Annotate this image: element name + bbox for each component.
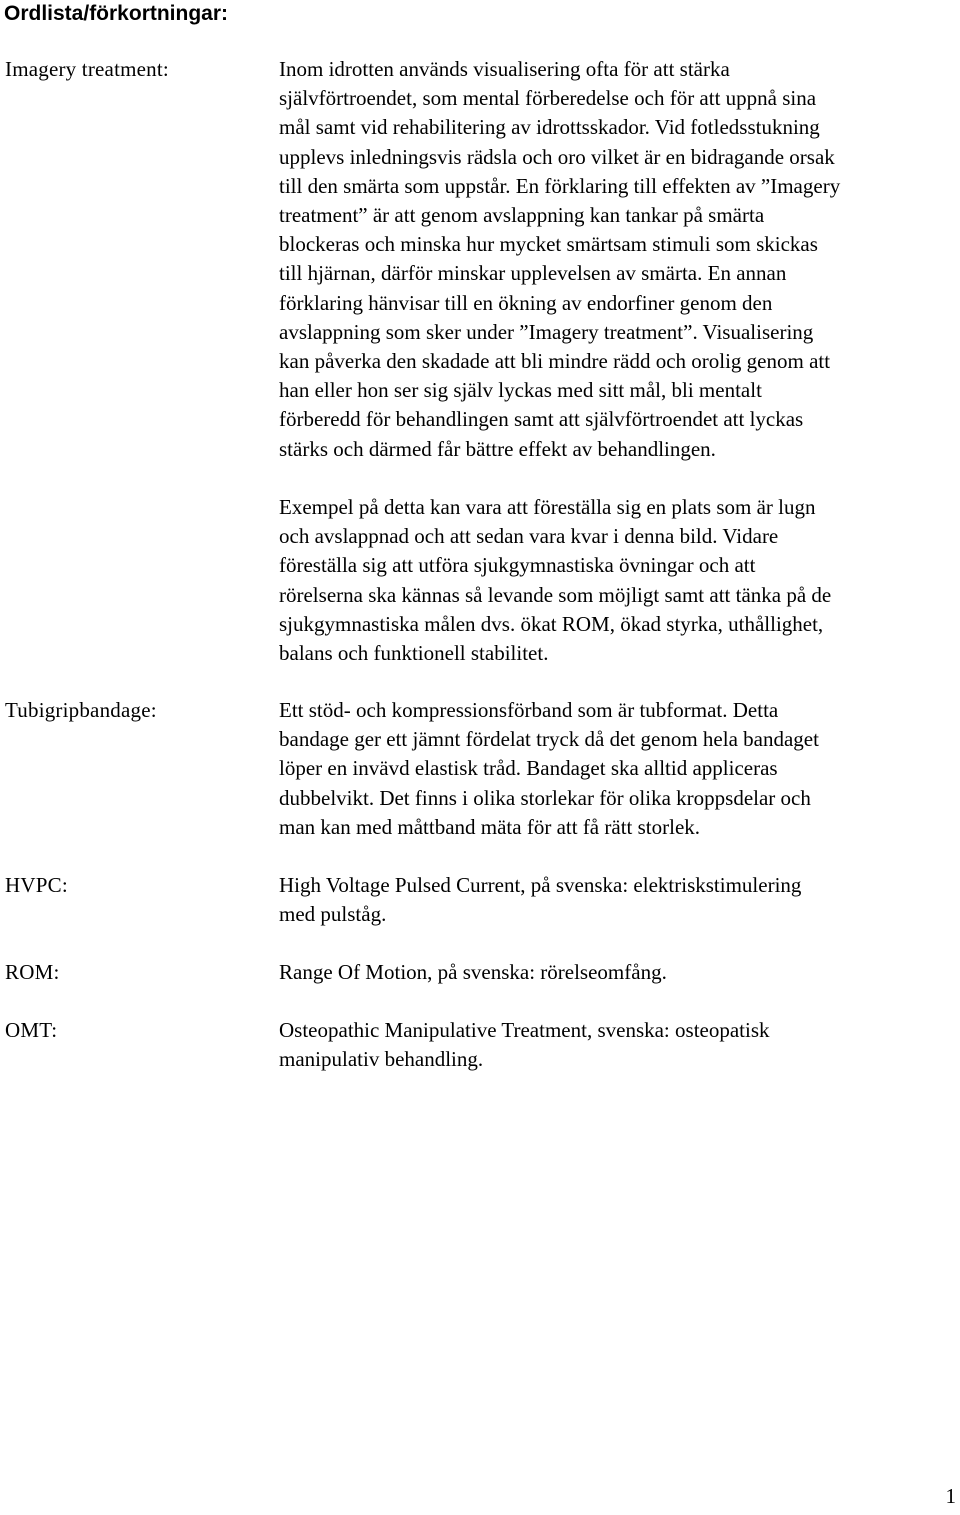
text-line: man kan med måttband mäta för att få rätt storlek. <box>279 814 701 839</box>
text-line: och avslappnad och att sedan vara kvar i denna bild. Vidare <box>279 524 779 549</box>
text-line: löper en invävd elastisk tråd. Bandaget ska alltid appliceras <box>279 756 778 781</box>
text-line: blockeras och minska hur mycket smärtsam stimuli som skickas <box>279 232 818 257</box>
page-heading: Ordlista/förkortningar: <box>4 2 229 25</box>
text-line: Exempel på detta kan vara att föreställa sig en plats som är lugn <box>279 495 816 520</box>
glossary-term: ROM: <box>5 960 60 984</box>
text-line: självförtroendet, som mental förberedelse och för att uppnå sina <box>279 86 817 111</box>
text-line: Osteopathic Manipulative Treatment, svenska: osteopatisk <box>279 1018 770 1042</box>
text-line: balans och funktionell stabilitet. <box>279 641 549 666</box>
glossary-term: Imagery treatment: <box>5 57 169 81</box>
glossary-term: HVPC: <box>5 873 68 897</box>
text-line: manipulativ behandling. <box>279 1047 484 1072</box>
text-line: Range Of Motion, på svenska: rörelseomfång. <box>279 960 667 984</box>
text-line: Inom idrotten används visualisering ofta för att stärka <box>279 57 730 81</box>
definition-paragraph <box>279 55 951 464</box>
text-line: mål samt vid rehabilitering av idrottsskador. Vid fotledsstukning <box>279 115 820 140</box>
text-line: treatment” är att genom avslappning kan tankar på smärta <box>279 203 765 228</box>
definition-paragraph <box>279 1016 951 1074</box>
text-line: föreställa sig att utföra sjukgymnastiska övningar och att <box>279 553 756 578</box>
glossary-term: OMT: <box>5 1018 58 1042</box>
glossary-definition <box>279 958 951 987</box>
glossary-definition <box>279 696 951 842</box>
text-line: till hjärnan, därför minskar upplevelsen av smärta. En annan <box>279 261 787 286</box>
text-line: avslappning som sker under ”Imagery treatment”. Visualisering <box>279 319 814 344</box>
definition-paragraph <box>279 871 951 929</box>
definition-paragraph <box>279 493 951 668</box>
text-line: sjukgymnastiska målen dvs. ökat ROM, ökad styrka, uthållighet, <box>279 611 824 636</box>
text-line: till den smärta som uppstår. En förklaring till effekten av ”Imagery <box>279 173 841 198</box>
text-line: förklaring hänvisar till en ökning av endorfiner genom den <box>279 290 773 315</box>
text-line: bandage ger ett jämnt fördelat tryck då det genom hela bandaget <box>279 727 819 752</box>
definition-paragraph <box>279 696 951 842</box>
glossary-term: Tubigripbandage: <box>5 698 157 722</box>
text-line: stärks och därmed får bättre effekt av behandlingen. <box>279 436 716 461</box>
text-line: kan påverka den skadade att bli mindre rädd och orolig genom att <box>279 349 831 374</box>
text-line: upplevs inledningsvis rädsla och oro vilket är en bidragande orsak <box>279 144 835 169</box>
page-number: 1 <box>945 1484 956 1508</box>
text-line: förberedd för behandlingen samt att självförtroendet att lyckas <box>279 407 804 432</box>
text-line: Ett stöd- och kompressionsförband som är tubformat. Detta <box>279 698 779 722</box>
text-line: High Voltage Pulsed Current, på svenska: elektriskstimulering <box>279 873 802 897</box>
glossary-definition <box>279 55 951 668</box>
glossary-definition <box>279 871 951 929</box>
text-line: med pulståg. <box>279 902 387 927</box>
text-line: rörelserna ska kännas så levande som möjligt samt att tänka på de <box>279 582 832 607</box>
glossary-definition <box>279 1016 951 1074</box>
text-line: dubbelvikt. Det finns i olika storlekar för olika kroppsdelar och <box>279 785 811 810</box>
definition-paragraph <box>279 958 951 987</box>
text-line: han eller hon ser sig själv lyckas med sitt mål, bli mentalt <box>279 378 762 403</box>
